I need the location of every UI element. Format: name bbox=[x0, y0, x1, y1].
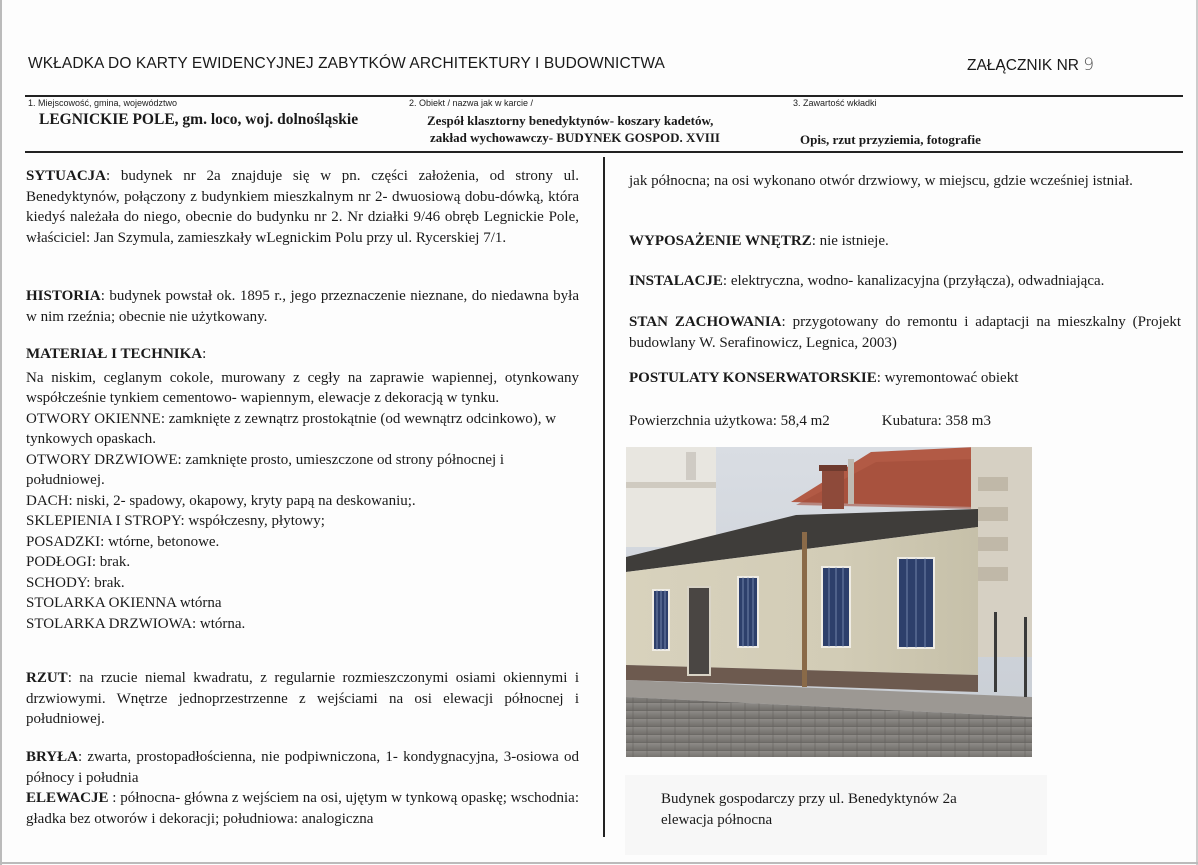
material-heading: MATERIAŁ I TECHNIKA bbox=[26, 346, 203, 362]
photo-caption-line1: Budynek gospodarczy przy ul. Benedyktynów 2a bbox=[661, 791, 957, 807]
material-line: PODŁOGI: brak. bbox=[26, 554, 131, 570]
section-bryla bbox=[26, 747, 579, 829]
material-line: STOLARKA DRZWIOWA: wtórna. bbox=[26, 615, 246, 632]
material-line: OTWORY DRZWIOWE: zamknięte prosto, umieszczone od strony północnej i południowej. bbox=[26, 451, 505, 488]
material-text: Na niskim, ceglanym cokole, murowany z cegły na zaprawie wapiennej, otynkowany współcześnie tynkiem cementowo- wapiennym, elewacje z dekoracją w tynku. bbox=[26, 369, 579, 406]
field-1-label: 1. Miejscowość, gmina, województwo bbox=[28, 98, 178, 108]
column-divider bbox=[603, 157, 605, 837]
postulaty-heading: POSTULATY KONSERWATORSKIE bbox=[629, 370, 877, 386]
annex-label: ZAŁĄCZNIK NR bbox=[967, 57, 1084, 74]
section-wyposazenie bbox=[629, 231, 1181, 252]
material-line: SCHODY: brak. bbox=[26, 574, 125, 591]
form-title: WKŁADKA DO KARTY EWIDENCYJNEJ ZABYTKÓW ARCHITEKTURY I BUDOWNICTWA bbox=[28, 55, 665, 72]
elewacje-heading: ELEWACJE bbox=[26, 790, 109, 806]
section-stan bbox=[629, 312, 1181, 353]
rzut-heading: RZUT bbox=[26, 670, 68, 686]
sytuacja-heading: SYTUACJA bbox=[26, 168, 107, 184]
instalacje-heading: INSTALACJE bbox=[629, 273, 723, 289]
section-material bbox=[26, 344, 579, 634]
field-2-value-line2: zakład wychowawczy- BUDYNEK GOSPOD. XVIII bbox=[430, 130, 720, 145]
elewacje-continued-text: jak północna; na osi wykonano otwór drzwiowy, w miejscu, gdzie wcześniej istniał. bbox=[629, 173, 1133, 189]
material-line: STOLARKA OKIENNA wtórna bbox=[26, 595, 222, 611]
header-rule bbox=[25, 95, 1183, 97]
field-2-label: 2. Obiekt / nazwa jak w karcie / bbox=[409, 98, 534, 108]
page-border-left bbox=[0, 0, 2, 865]
section-rzut bbox=[26, 668, 579, 730]
stan-text: : przygotowany do remontu i adaptacji na mieszkalny (Projekt budowlany W. Serafinowicz, Legnica, 2003) bbox=[629, 314, 1182, 351]
field-1-value: LEGNICKIE POLE, gm. loco, woj. dolnośląskie bbox=[39, 111, 359, 128]
material-colon: : bbox=[202, 346, 207, 362]
wyposazenie-heading: WYPOSAŻENIE WNĘTRZ bbox=[629, 233, 812, 249]
rzut-text: : na rzucie niemal kwadratu, z regularnie rozmieszczonymi osiami okiennymi i drzwiowymi. Wnętrze jednoprzestrzenne z wejściami na osi elewacji północnej i południowej. bbox=[26, 670, 579, 727]
building-photo bbox=[626, 447, 1032, 757]
annex-number bbox=[967, 55, 1094, 75]
page-border-bottom bbox=[0, 862, 1198, 864]
photo-caption bbox=[661, 789, 957, 830]
field-3-label: 3. Zawartość wkładki bbox=[793, 98, 877, 108]
fields-rule bbox=[25, 151, 1183, 153]
elewacje-text: : północna- główna z wejściem na osi, ujętym w tynkową opaskę; wschodnia: gładka bez otworów i dekoracji; południowa: analogiczna bbox=[26, 790, 579, 827]
historia-text: : budynek powstał ok. 1895 r., jego przeznaczenie nieznane, do niedawna była w nim rzeźnia; obecnie nie użytkowany. bbox=[26, 288, 579, 325]
material-line: OTWORY OKIENNE: zamknięte z zewnątrz prostokątnie (od wewnątrz odcinkowo), w tynkowych opaskach. bbox=[26, 410, 557, 447]
field-2-value-line1: Zespół klasztorny benedyktynów- koszary kadetów, bbox=[427, 113, 714, 128]
stan-heading: STAN ZACHOWANIA bbox=[629, 314, 782, 330]
building-photo-drawing bbox=[626, 447, 1032, 757]
wyposazenie-text: : nie istnieje. bbox=[811, 233, 889, 249]
sytuacja-text: : budynek nr 2a znajduje się w pn. części założenia, od strony ul. Benedyktynów, połączony z budynkiem mieszkalnym nr 2- dwuosiową dobu-dówką, która kiedyś należała do niego, obecnie do budynku nr 2. Nr działki 9/46 obręb Legnickie Pole, właściciel: Jan Szymula, zamieszkały wLegnickim Polu przy ul. Rycerskiej 7/1. bbox=[26, 168, 579, 246]
field-3-value: Opis, rzut przyziemia, fotografie bbox=[800, 132, 981, 147]
section-postulaty bbox=[629, 368, 1181, 389]
annex-number-handwritten: 9 bbox=[1083, 55, 1095, 75]
section-elewacje-continued bbox=[629, 171, 1181, 192]
section-measurements bbox=[629, 411, 1181, 432]
material-line: DACH: niski, 2- spadowy, okapowy, kryty papą na deskowaniu;. bbox=[26, 492, 416, 509]
postulaty-text: : wyremontować obiekt bbox=[876, 370, 1019, 386]
volume-label: Kubatura: 358 m3 bbox=[881, 413, 991, 429]
section-historia bbox=[26, 286, 579, 327]
section-instalacje bbox=[629, 271, 1181, 292]
area-label: Powierzchnia użytkowa: 58,4 m2 bbox=[629, 413, 830, 429]
instalacje-text: : elektryczna, wodno- kanalizacyjna (przyłącza), odwadniająca. bbox=[722, 273, 1105, 289]
historia-heading: HISTORIA bbox=[26, 288, 101, 304]
bryla-text: : zwarta, prostopadłościenna, nie podpiwniczona, 1- kondygnacyjna, 3-osiowa od północy i południa bbox=[26, 749, 579, 786]
bryla-heading: BRYŁA bbox=[26, 749, 78, 765]
section-sytuacja bbox=[26, 166, 579, 248]
material-line: POSADZKI: wtórne, betonowe. bbox=[26, 533, 220, 550]
material-line: SKLEPIENIA I STROPY: współczesny, płytowy; bbox=[26, 513, 325, 529]
photo-caption-line2: elewacja północna bbox=[661, 811, 773, 828]
